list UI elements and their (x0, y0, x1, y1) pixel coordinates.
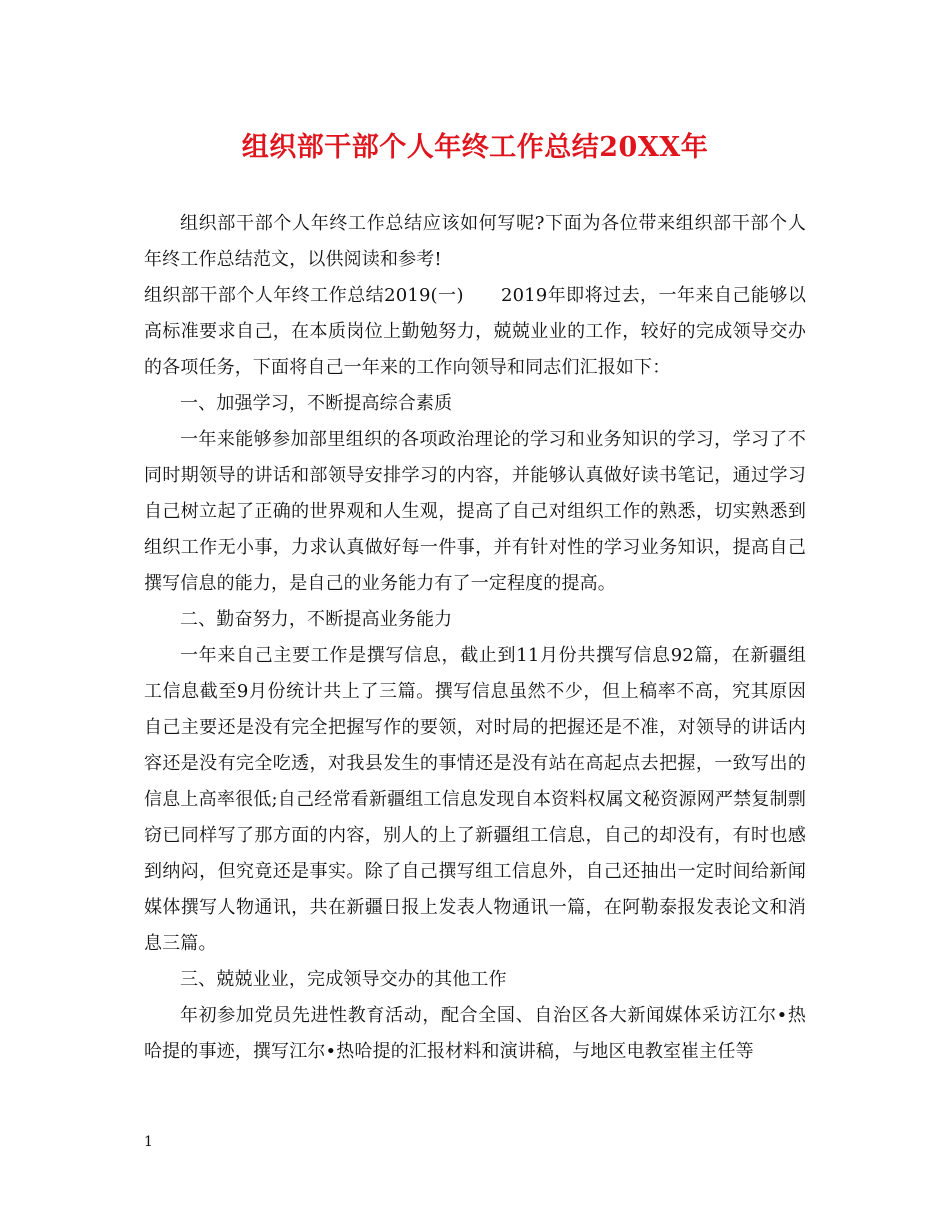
document-title: 组织部干部个人年终工作总结20XX年 (241, 132, 709, 163)
section-3-paragraph: 年初参加党员先进性教育活动，配合全国、自治区各大新闻媒体采访江尔•热哈提的事迹，撰写江尔•热哈提的汇报材料和演讲稿，与地区电教室崔主任等 (144, 1005, 806, 1062)
section-1-paragraph: 一年来能够参加部里组织的各项政治理论的学习和业务知识的学习，学习了不同时期领导的讲话和部领导安排学习的内容，并能够认真做好读书笔记，通过学习自己树立起了正确的世界观和人生观，提高了自己对组织工作的熟悉，切实熟悉到组织工作无小事，力求认真做好每一件事，并有针对性的学习业务知识，提高自己撰写信息的能力，是自己的业务能力有了一定程度的提高。 (144, 429, 806, 594)
section-heading-1: 一、加强学习，不断提高综合素质 (180, 393, 453, 414)
section-heading-3: 三、兢兢业业，完成领导交办的其他工作 (180, 969, 507, 990)
summary-opening-paragraph: 组织部干部个人年终工作总结2019(一) 2019年即将过去，一年来自己能够以高标准要求自己，在本质岗位上勤勉努力，兢兢业业的工作，较好的完成领导交办的各项任务，下面将自己一年来的工作向领导和同志们汇报如下： (144, 285, 806, 378)
document-body (144, 206, 806, 1070)
section-heading-2: 二、勤奋努力，不断提高业务能力 (180, 609, 453, 630)
page-number: 1 (144, 1134, 153, 1150)
intro-paragraph: 组织部干部个人年终工作总结应该如何写呢?下面为各位带来组织部干部个人年终工作总结范文，以供阅读和参考! (144, 213, 806, 270)
section-2-paragraph: 一年来自己主要工作是撰写信息，截止到11月份共撰写信息92篇，在新疆组工信息截至9月份统计共上了三篇。撰写信息虽然不少，但上稿率不高，究其原因自己主要还是没有完全把握写作的要领，对时局的把握还是不准，对领导的讲话内容还是没有完全吃透，对我县发生的事情还是没有站在高起点去把握，一致写出的信息上高率很低;自己经常看新疆组工信息发现自本资料权属文秘资源网严禁复制剽窃已同样写了那方面的内容，别人的上了新疆组工信息，自己的却没有，有时也感到纳闷，但究竟还是事实。除了自己撰写组工信息外，自己还抽出一定时间给新闻媒体撰写人物通讯，共在新疆日报上发表人物通讯一篇，在阿勒泰报发表论文和消息三篇。 (144, 645, 806, 954)
